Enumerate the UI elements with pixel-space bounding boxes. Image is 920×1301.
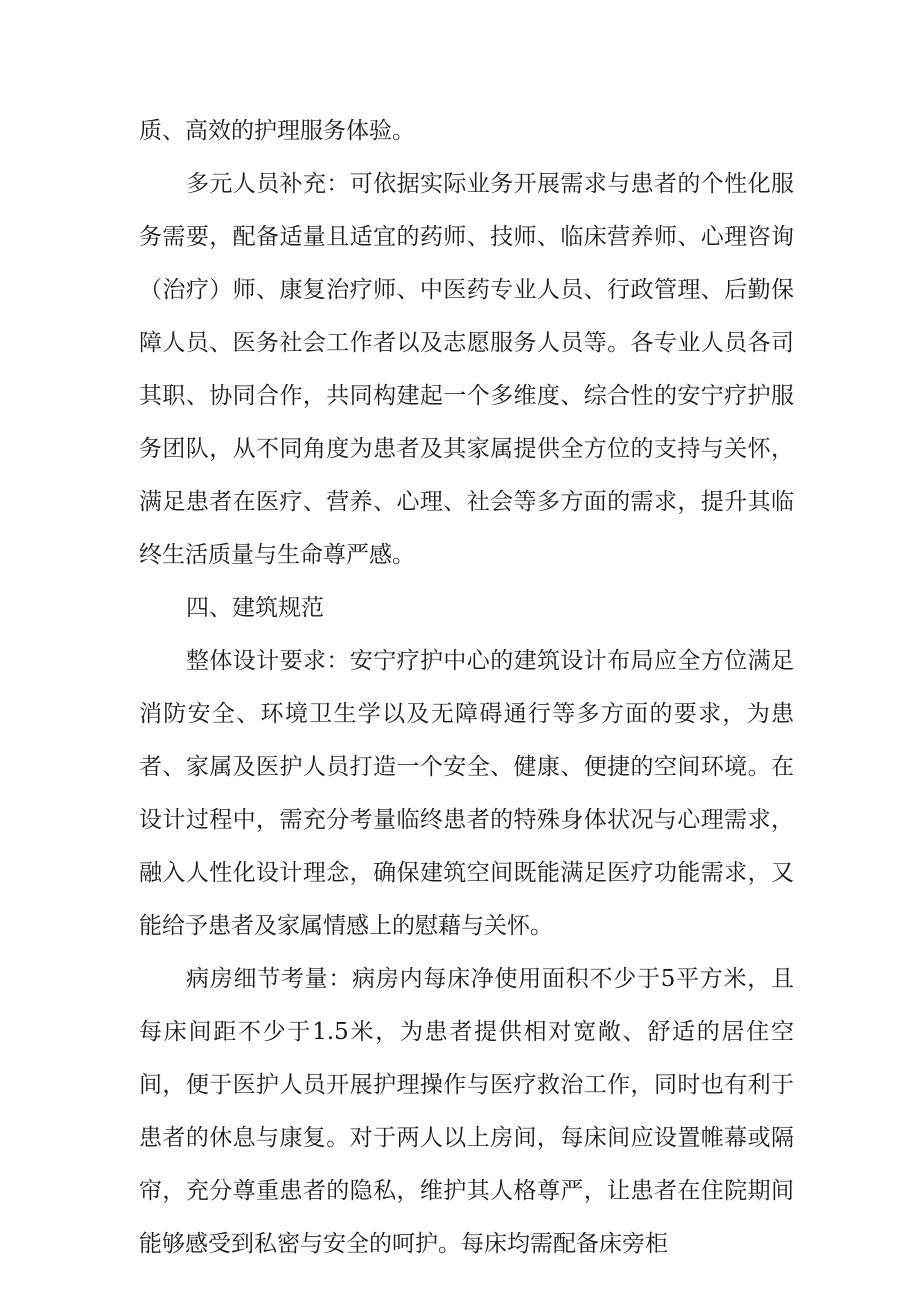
paragraph-continuation: 质、高效的护理服务体验。 xyxy=(139,118,415,144)
section-heading-building-standards: 四、建筑规范 xyxy=(186,595,324,621)
paragraph-overall-design: 整体设计要求：安宁疗护中心的建筑设计布局应全方位满足消防安全、环境卫生学以及无障碍通行等多方面的要求，为患者、家属及医护人员打造一个安全、健康、便捷的空间环境。在设计过程中，需充分考量临终患者的特殊身体状况与心理需求，融入人性化设计理念，确保建筑空间既能满足医疗功能需求，又能给予患者及家属情感上的慰藉与关怀。 xyxy=(139,648,794,939)
paragraph-ward-details: 病房细节考量：病房内每床净使用面积不少于5平方米，且每床间距不少于1.5米，为患者提供相对宽敞、舒适的居住空间，便于医护人员开展护理操作与医疗救治工作，同时也有利于患者的休息与康复。对于两人以上房间，每床间应设置帷幕或隔帘，充分尊重患者的隐私，维护其人格尊严，让患者在住院期间能够感受到私密与安全的呵护。每床均需配备床旁柜 xyxy=(139,966,794,1257)
document-body xyxy=(139,105,794,1271)
paragraph-staff-supplement: 多元人员补充：可依据实际业务开展需求与患者的个性化服务需要，配备适量且适宜的药师、技师、临床营养师、心理咨询（治疗）师、康复治疗师、中医药专业人员、行政管理、后勤保障人员、医务社会工作者以及志愿服务人员等。各专业人员各司其职、协同合作，共同构建起一个多维度、综合性的安宁疗护服务团队，从不同角度为患者及其家属提供全方位的支持与关怀，满足患者在医疗、营养、心理、社会等多方面的需求，提升其临终生活质量与生命尊严感。 xyxy=(139,171,794,568)
